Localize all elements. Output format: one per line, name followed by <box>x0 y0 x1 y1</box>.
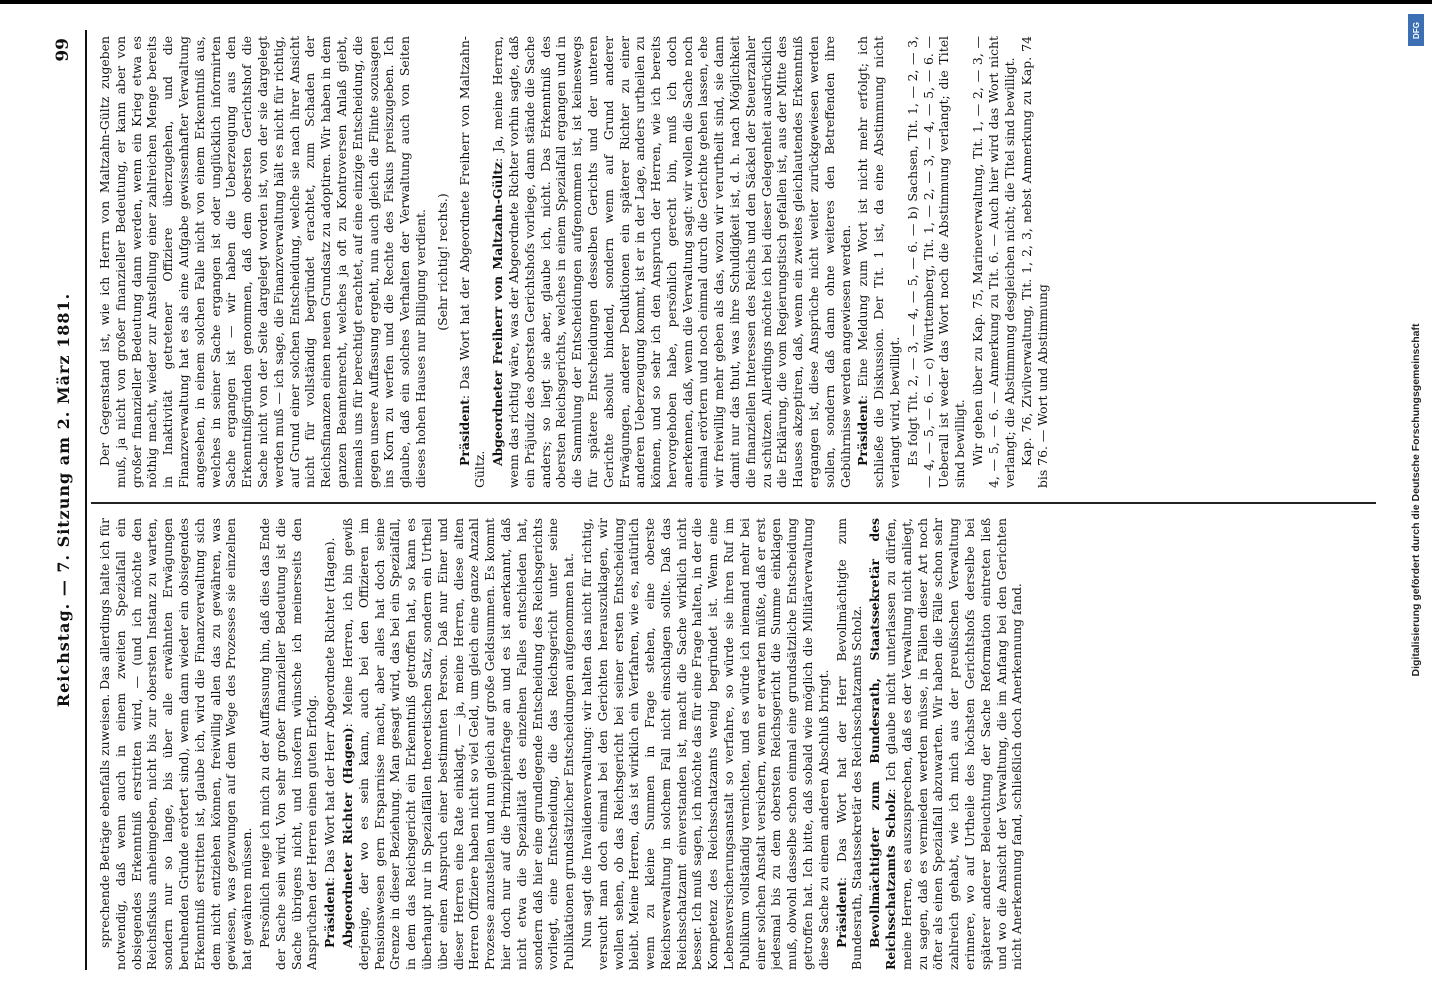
paragraph <box>1019 36 1051 488</box>
speech-paragraph <box>457 36 489 488</box>
speaker-name: Präsident <box>456 399 472 466</box>
paragraph-text: Persönlich neige ich mich zu der Auffassung hin, daß dies das Ende der Sache sein wird. Von sehr großer finanzieller Bedeutung ist die Sache übrigens nicht, und insofern wünsche ich meinerseits den Ansprüchen der Herren einen guten Erfolg. <box>256 518 320 970</box>
paragraph-text: sprechende Beträge ebenfalls zuweisen. Das allerdings halte ich für notwendig, daß wenn auch in einem zweiten Spezialfall ein obsiegendes Erkenntniß erstritten wird, — (und ich möchte den Reichsfiskus anheimgeben, nicht bis zur obersten Instanz zu warten, sondern nur so lange, bis über alle erwähnten Erwägungen beruhenden Gründe erörtert sind), wenn dann wieder ein obsiegendes Erkenntniß erstritten ist, glaube ich, wird die Finanzverwaltung sich dem nicht entziehen können, freiwillig allen das zu gewähren, was gewiesen, was gezwungen auf dem Wege des Prozesses sie einzelnen hat gewähren müssen. <box>97 518 255 970</box>
right-column <box>97 36 1372 488</box>
paragraph <box>970 36 1017 488</box>
paragraph-text: Nun sagt die Invalidenverwaltung: wir halten das nicht für richtig, versucht man doch einmal bei den Gerichten herauszuklagen, wir wollen sehen, ob das Reichsgericht bei seiner ersten Entscheidung bleibt. Meine Herren, das ist wirklich ein Verfahren, wie es, natürlich wenn zu kleine Summen in Frage stehen, eine oberste Reichsverwaltung in solchem Fall nicht einschlagen sollte. Daß das Reichsschatzamt einverstanden ist, macht die Sache wirklich nicht besser. Ich muß sagen, ich möchte das für eine Frage halten, in der die Kompetenz des Reichsschatzamts wenig begründet ist. Wenn eine Lebensversicherungsanstalt so verfahre, so würde sie ihren Ruf im Publikum vollständig vernichten, und es würde ich niemand mehr bei einer solchen Anstalt versichern, wenn er erwarten müßte, daß er erst jedesmal bis zu dem obersten Reichsgericht die Summe einklagen muß, obwohl dasselbe schon einmal eine grundsätzliche Entscheidung getroffen hat. Ich bitte, daß sobald wie möglich die Militärverwaltung diese Sache zu einem anderen Abschluß bringt. <box>578 518 831 970</box>
paragraph-text: : Ja, meine Herren, wenn das richtig wäre, was der Abgeordnete Richter vorhin sagte, daß ein Präjudiz des obersten Gerichtshofs vorliege, dann stände die Sache anders; so liegt sie aber, glaube ich, nicht. Das Erkenntniß des obersten Reichsgerichts, welches in einem Spezialfall ergangen und in die Sammlung der Entscheidungen aufgenommen ist, ist keineswegs für spätere Entscheidungen desselben Gerichts und der unteren Gerichte absolut bindend, sondern wenn auf Grund anderer Erwägungen, anderer Deduktionen ein späterer Richter zu einer anderen Ueberzeugung kommt, ist er in der Lage, anders urtheilen zu können, und so sehr ich den Anspruch der Herren, wie ich bereits hervorgehoben habe, persönlich gerecht bin, muß ich doch anerkennen, daß, wenn die Verwaltung sagt: wir wollen die Sache noch einmal erörtern und noch einmal durch die Gerichte gehen lassen, ehe wir freiwillig mehr geben als das, wozu wir verurtheilt sind, sie dann damit nur das thut, was ihre Schuldigkeit ist, d. h. nach Möglichkeit die finanziellen Interessen des Reichs und den Säckel der Steuerzahler zu schützen. Allerdings möchte ich bei dieser Gelegenheit ausdrücklich die Erklärung, die vom Regierungstisch gefallen ist, aus der Mitte des Hauses akzeptiren, daß, wenn ein zweites gleichlautendes Erkenntniß ergangen ist, diese Ansprüche nicht weiter zurückgewiesen werden sollen, sondern daß dann ohne weiteres den Betreffenden ihre Gebührnisse werden angewiesen werden. <box>490 36 853 488</box>
paragraph <box>97 518 255 970</box>
paragraph <box>97 36 429 488</box>
speaker-name: Abgeordneter Freiherr von Maltzahn-Gültz <box>490 162 506 466</box>
paragraph-text: : Das Wort hat der Herr Abgeordnete Richter (Hagen). <box>322 537 338 882</box>
speaker-name: Präsident <box>833 881 849 948</box>
column-divider <box>91 503 1376 505</box>
speaker-name: Bevollmächtigter zum Bundesrath, Staatssekretär des Reichsschatzamts Scholz <box>867 518 899 970</box>
paragraph-text: : Das Wort hat der Abgeordnete Freiherr von Maltzahn-Gültz. <box>456 36 488 488</box>
scan-edge <box>0 0 1432 4</box>
speech-paragraph <box>490 36 853 488</box>
speaker-name: Abgeordneter Richter (Hagen) <box>339 727 355 948</box>
paragraph <box>257 518 320 970</box>
paragraph-text: : Meine Herren, ich bin gewiß derjenige, der wo es sein kann, auch bei den Offizieren im Pensionswesen gern Ersparnisse macht, aber alles hat doch seine Grenze in dieser Beziehung. Man gesagt wird, das bei ein Spezialfall, in dem das Reichsgericht ein Erkenntniß getroffen hat, so kann es überhaupt nur in Spezialfällen theoretischen Satz, sondern ein Urtheil über einen Anspruch einer bestimmten Person. Daß nur Einer und dieser Herren eine Rate einklagt, — ja, meine Herren, diese alten Herren Offiziere haben nicht so viel Geld, um gleich eine ganze Anzahl Prozesse anzustellen und nun gleich auf große Geldsummen. Es kommt hier doch nur auf die Prinzipienfrage an und es ist anerkannt, daß nicht etwa die Spezialität des einzelnen Falles entschieden hat, sondern daß hier eine grundlegende Entscheidung des Reichsgerichts vorliegt, eine Entscheidung, die das Reichsgericht unter seine Publikationen grundsätzlicher Entscheidungen aufgenommen hat. <box>339 518 577 970</box>
speech-paragraph <box>855 36 902 488</box>
speech-paragraph <box>834 518 866 970</box>
speaker-name: Präsident <box>322 881 338 948</box>
speech-paragraph <box>867 518 1025 970</box>
speech-paragraph <box>340 518 577 970</box>
paragraph-text: Der Gegenstand ist, wie ich Herrn von Maltzahn-Gültz zugeben muß, ja nicht von großer finanzieller Bedeutung, er kann aber von großer finanzieller Bedeutung dann werden, wenn ein Krieg etwa es nöthig macht, wieder zur Anstellung einer zahlreichen Menge bereits in Inaktivität getretener Offiziere überzugehen, und die Finanzverwaltung hat es als eine Aufgabe gewissenhafter Verwaltung angesehen, in einem solchen Falle nicht von einem Erkenntniß aus, welches in seiner Sache ergangen ist oder unglücklich informirten Sache ergangen ist — wir haben die Ueberzeugung aus den Erkenntnißgründen genommen, daß dem obersten Gerichtshof die Sache nicht von der Seite dargelegt worden ist, von der sie dargelegt werden muß — ich sage, die Finanzverwaltung hält es nicht für richtig, auf Grund einer solchen Entscheidung, welche sie nach ihrer Ansicht nicht für vollständig begründet erachtet, zum Schaden der Reichsfinanzen einen neuen Grundsatz zu adoptiren. Wir haben in dem ganzen Beamtenrecht, welches ja oft zu Kontroversen Anlaß giebt, niemals uns für berechtigt erachtet, auf eine einzige Entscheidung, die gegen unsere Auffassung ergeht, nun auch gleich die Flinte sozusagen ins Korn zu werfen und die Rechte des Fiskus preiszugeben. Ich glaube, daß ein solches Verhalten der Verwaltung auch von Seiten dieses hohen Hauses nur Billigung verdient. <box>97 36 428 488</box>
paragraph <box>579 518 832 970</box>
paragraph-text: Wir gehen über zu Kap. 75, Marineverwaltung, Tit. 1, — 2, — 3, — 4, — 5, — 6. — Anmerkung zu Tit. 6. — Auch hier wird das Wort nicht verlangt; die Abstimmung desgleichen nicht; die Titel sind bewilligt. <box>970 36 1017 488</box>
page-number: 99 <box>53 38 73 62</box>
left-column <box>97 518 1372 970</box>
speaker-name: Präsident <box>855 399 871 466</box>
paragraph-text: Es folgt Tit. 2, — 3, — 4, — 5, — 6. — b) Sachsen, Tit. 1, — 2, — 3, — 4, — 5, — 6. — c) Württemberg, Tit. 1, — 2, — 3, — 4, — 5, — 6. — Ueberall ist weder das Wort noch die Abstimmung verlangt; die Titel sind bewilligt. <box>904 36 968 488</box>
paragraph-text: : Eine Meldung zum Wort ist nicht mehr erfolgt; ich schließe die Diskussion. Der Tit. 1 ist, da eine Abstimmung nicht verlangt wird, bewilligt. <box>855 36 903 488</box>
rotated-page-content <box>41 30 1391 970</box>
speech-paragraph <box>322 518 338 970</box>
paragraph-text: Kap. 76, Zivilverwaltung, Tit. 1, 2, 3, nebst Anmerkung zu Kap. 74 bis 76. — Wort und Abstimmung <box>1019 36 1051 488</box>
paragraph-text: : Das Wort hat der Herr Bevollmächtigte zum Bundesrath, Staatssekretär des Reichsschatzamts Scholz. <box>833 518 865 970</box>
paragraph-text: : Ich glaube nicht unterlassen zu dürfen, meine Herren, es auszusprechen, daß es der Verwaltung nicht anliegt, zu sagen, daß es vermieden werden müsse, in Fällen dieser Art noch öfter als einen Spezialfall abzuwarten. Wir haben die Fälle schon sehr zahlreich gehabt, wie ich mich aus der preußischen Verwaltung erinnere, wo auf Urtheile des höchsten Gerichtshofs derselbe bei späterer anderer Beleuchtung der Sache Reformation eintreten ließ und wo die Ansicht der Verwaltung, die im Anfang bei den Gerichten nicht Anerkennung fand, schließlich doch Anerkennung fand. <box>883 518 1025 970</box>
running-title: Reichstag. — 7. Sitzung am 2. März 1881. <box>53 292 73 708</box>
digitization-credit <box>1404 0 1428 1000</box>
header-rule <box>85 30 87 970</box>
page-header <box>41 30 85 970</box>
dfg-logo-text: DFG <box>1411 21 1421 39</box>
credit-text: Digitalisierung gefördert durch die Deutsche Forschungsgemeinschaft <box>1410 323 1422 677</box>
interjection-note: (Sehr richtig! rechts.) <box>434 193 450 331</box>
paragraph <box>905 36 968 488</box>
